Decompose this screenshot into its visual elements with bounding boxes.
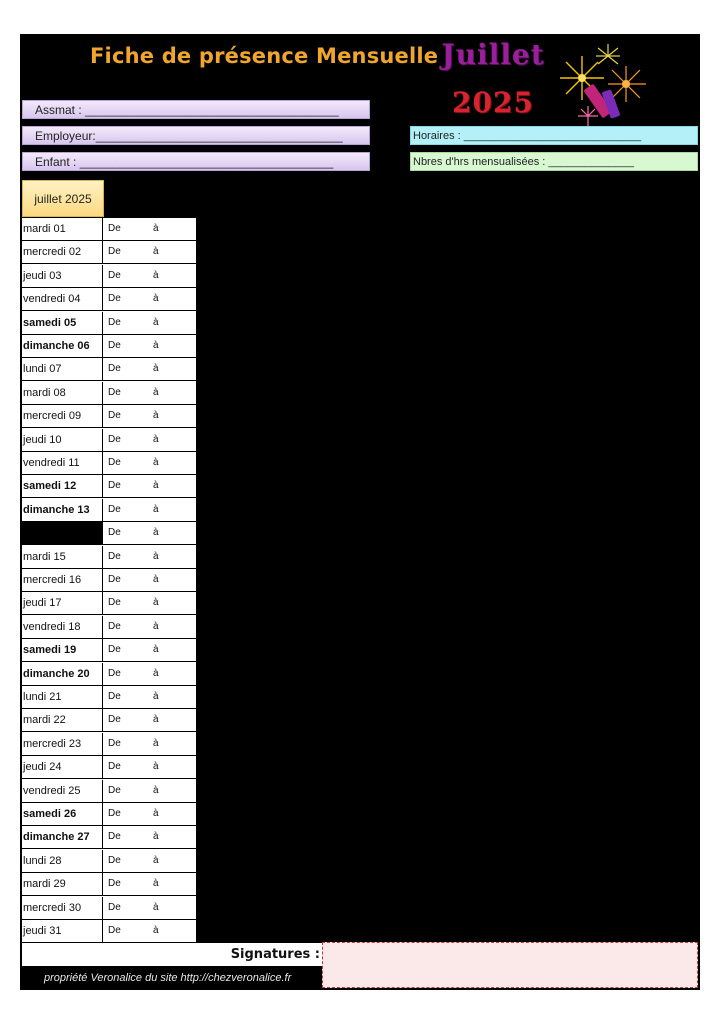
signature-strip: [22, 943, 322, 966]
day-label: mardi 08: [22, 382, 103, 404]
to-time-field[interactable]: à: [153, 480, 159, 492]
day-row: [22, 452, 196, 475]
attendance-sheet: [20, 34, 700, 990]
day-label: vendredi 11: [22, 452, 103, 474]
day-label: samedi 12: [22, 475, 103, 497]
day-row: [22, 522, 196, 545]
child-field[interactable]: Enfant : ______________________________________: [22, 152, 370, 171]
to-time-field[interactable]: à: [153, 433, 159, 445]
day-row: [22, 241, 196, 264]
credit-text: propriété Veronalice du site http://chezveronalice.fr: [44, 972, 292, 984]
day-label: mercredi 30: [22, 897, 103, 919]
from-time-field[interactable]: De: [108, 410, 121, 422]
day-label: mercredi 09: [22, 405, 103, 427]
to-time-field[interactable]: à: [153, 691, 159, 702]
from-time-field[interactable]: De: [108, 620, 121, 632]
assmat-field[interactable]: Assmat : ______________________________________: [22, 100, 370, 119]
day-label: mardi 29: [22, 873, 103, 895]
day-label: mercredi 23: [22, 733, 103, 755]
day-row: [22, 288, 196, 311]
to-time-field[interactable]: à: [153, 597, 159, 609]
to-time-field[interactable]: à: [153, 363, 159, 375]
day-row: [22, 569, 196, 592]
from-time-field[interactable]: De: [108, 363, 121, 375]
day-label: mardi 15: [22, 546, 103, 568]
to-time-field[interactable]: à: [153, 293, 159, 305]
day-row: [22, 850, 196, 873]
from-time-field[interactable]: De: [108, 714, 121, 726]
to-time-field[interactable]: à: [153, 574, 159, 585]
to-time-field[interactable]: à: [153, 223, 159, 234]
day-row: [22, 499, 196, 522]
to-time-field[interactable]: à: [153, 620, 159, 632]
signature-label: Signatures :: [230, 947, 320, 962]
day-row: [22, 382, 196, 405]
to-time-field[interactable]: à: [153, 340, 159, 351]
day-row: [22, 639, 196, 662]
day-label: jeudi 24: [22, 756, 103, 778]
days-table: [22, 218, 196, 943]
to-time-field[interactable]: à: [153, 901, 159, 913]
day-row: [22, 592, 196, 615]
day-row: [22, 546, 196, 569]
day-label: dimanche 13: [22, 499, 103, 521]
to-time-field[interactable]: à: [153, 714, 159, 726]
day-label: vendredi 04: [22, 288, 103, 310]
day-label: mercredi 02: [22, 241, 103, 263]
from-time-field[interactable]: De: [108, 808, 121, 819]
page-title: Fiche de présence Mensuelle: [90, 44, 439, 68]
to-time-field[interactable]: à: [153, 854, 159, 866]
to-time-field[interactable]: à: [153, 925, 159, 936]
day-row: [22, 733, 196, 756]
day-label: lundi 07: [22, 358, 103, 380]
from-time-field[interactable]: De: [108, 246, 121, 258]
day-row: [22, 218, 196, 241]
from-time-field[interactable]: De: [108, 457, 121, 468]
to-time-field[interactable]: à: [153, 737, 159, 749]
day-label: dimanche 06: [22, 335, 103, 357]
from-time-field[interactable]: De: [108, 784, 121, 796]
day-label: jeudi 31: [22, 920, 103, 942]
day-row: [22, 873, 196, 896]
to-time-field[interactable]: à: [153, 386, 159, 398]
from-time-field[interactable]: De: [108, 340, 121, 351]
to-time-field[interactable]: à: [153, 878, 159, 890]
from-time-field[interactable]: De: [108, 503, 121, 515]
day-label: mardi 22: [22, 709, 103, 731]
day-row: [22, 405, 196, 428]
day-label: samedi 26: [22, 803, 103, 825]
from-time-field[interactable]: De: [108, 691, 121, 702]
day-label: [22, 522, 103, 544]
day-row: [22, 663, 196, 686]
to-time-field[interactable]: à: [153, 831, 159, 843]
from-time-field[interactable]: De: [108, 293, 121, 305]
to-time-field[interactable]: à: [153, 269, 159, 281]
to-time-field[interactable]: à: [153, 503, 159, 515]
day-row: [22, 709, 196, 732]
to-time-field[interactable]: à: [153, 784, 159, 796]
to-time-field[interactable]: à: [153, 761, 159, 773]
from-time-field[interactable]: De: [108, 878, 121, 890]
to-time-field[interactable]: à: [153, 667, 159, 679]
day-label: jeudi 17: [22, 592, 103, 614]
month-title: Juillet: [441, 38, 545, 71]
day-label: dimanche 27: [22, 826, 103, 848]
day-row: [22, 358, 196, 381]
day-row: [22, 920, 196, 943]
day-row: [22, 780, 196, 803]
from-time-field[interactable]: De: [108, 667, 121, 679]
signature-box[interactable]: [322, 942, 698, 988]
day-row: [22, 756, 196, 779]
day-row: [22, 475, 196, 498]
day-row: [22, 616, 196, 639]
from-time-field[interactable]: De: [108, 574, 121, 585]
from-time-field[interactable]: De: [108, 831, 121, 843]
to-time-field[interactable]: à: [153, 457, 159, 468]
from-time-field[interactable]: De: [108, 761, 121, 773]
day-row: [22, 686, 196, 709]
day-row: [22, 312, 196, 335]
day-label: samedi 05: [22, 312, 103, 334]
day-row: [22, 826, 196, 849]
day-label: vendredi 25: [22, 780, 103, 802]
to-time-field[interactable]: à: [153, 527, 159, 539]
from-time-field[interactable]: De: [108, 854, 121, 866]
to-time-field[interactable]: à: [153, 808, 159, 819]
from-time-field[interactable]: De: [108, 433, 121, 445]
year-title: 2025: [452, 86, 534, 119]
day-row: [22, 803, 196, 826]
day-label: jeudi 03: [22, 265, 103, 287]
from-time-field[interactable]: De: [108, 269, 121, 281]
from-time-field[interactable]: De: [108, 223, 121, 234]
to-time-field[interactable]: à: [153, 410, 159, 422]
day-row: [22, 897, 196, 920]
fireworks-icon: [548, 40, 654, 130]
from-time-field[interactable]: De: [108, 644, 121, 656]
to-time-field[interactable]: à: [153, 550, 159, 562]
to-time-field[interactable]: à: [153, 316, 159, 328]
day-label: lundi 28: [22, 850, 103, 872]
from-time-field[interactable]: De: [108, 316, 121, 328]
day-row: [22, 335, 196, 358]
monthly-hours-field[interactable]: Nbres d'hrs mensualisées : ______________: [410, 152, 698, 171]
day-row: [22, 429, 196, 452]
from-time-field[interactable]: De: [108, 737, 121, 749]
day-label: samedi 19: [22, 639, 103, 661]
from-time-field[interactable]: De: [108, 901, 121, 913]
day-label: vendredi 18: [22, 616, 103, 638]
to-time-field[interactable]: à: [153, 644, 159, 656]
month-tab: juillet 2025: [22, 180, 104, 217]
day-label: mercredi 16: [22, 569, 103, 591]
from-time-field[interactable]: De: [108, 386, 121, 398]
day-label: mardi 01: [22, 218, 103, 240]
from-time-field[interactable]: De: [108, 925, 121, 936]
from-time-field[interactable]: De: [108, 480, 121, 492]
from-time-field[interactable]: De: [108, 527, 121, 539]
to-time-field[interactable]: à: [153, 246, 159, 258]
day-row: [22, 265, 196, 288]
hours-field[interactable]: Horaires : _____________________________: [410, 126, 698, 145]
day-label: jeudi 10: [22, 429, 103, 451]
from-time-field[interactable]: De: [108, 550, 121, 562]
employer-field[interactable]: Employeur:_____________________________________: [22, 126, 370, 145]
from-time-field[interactable]: De: [108, 597, 121, 609]
day-label: dimanche 20: [22, 663, 103, 685]
day-label: lundi 21: [22, 686, 103, 708]
